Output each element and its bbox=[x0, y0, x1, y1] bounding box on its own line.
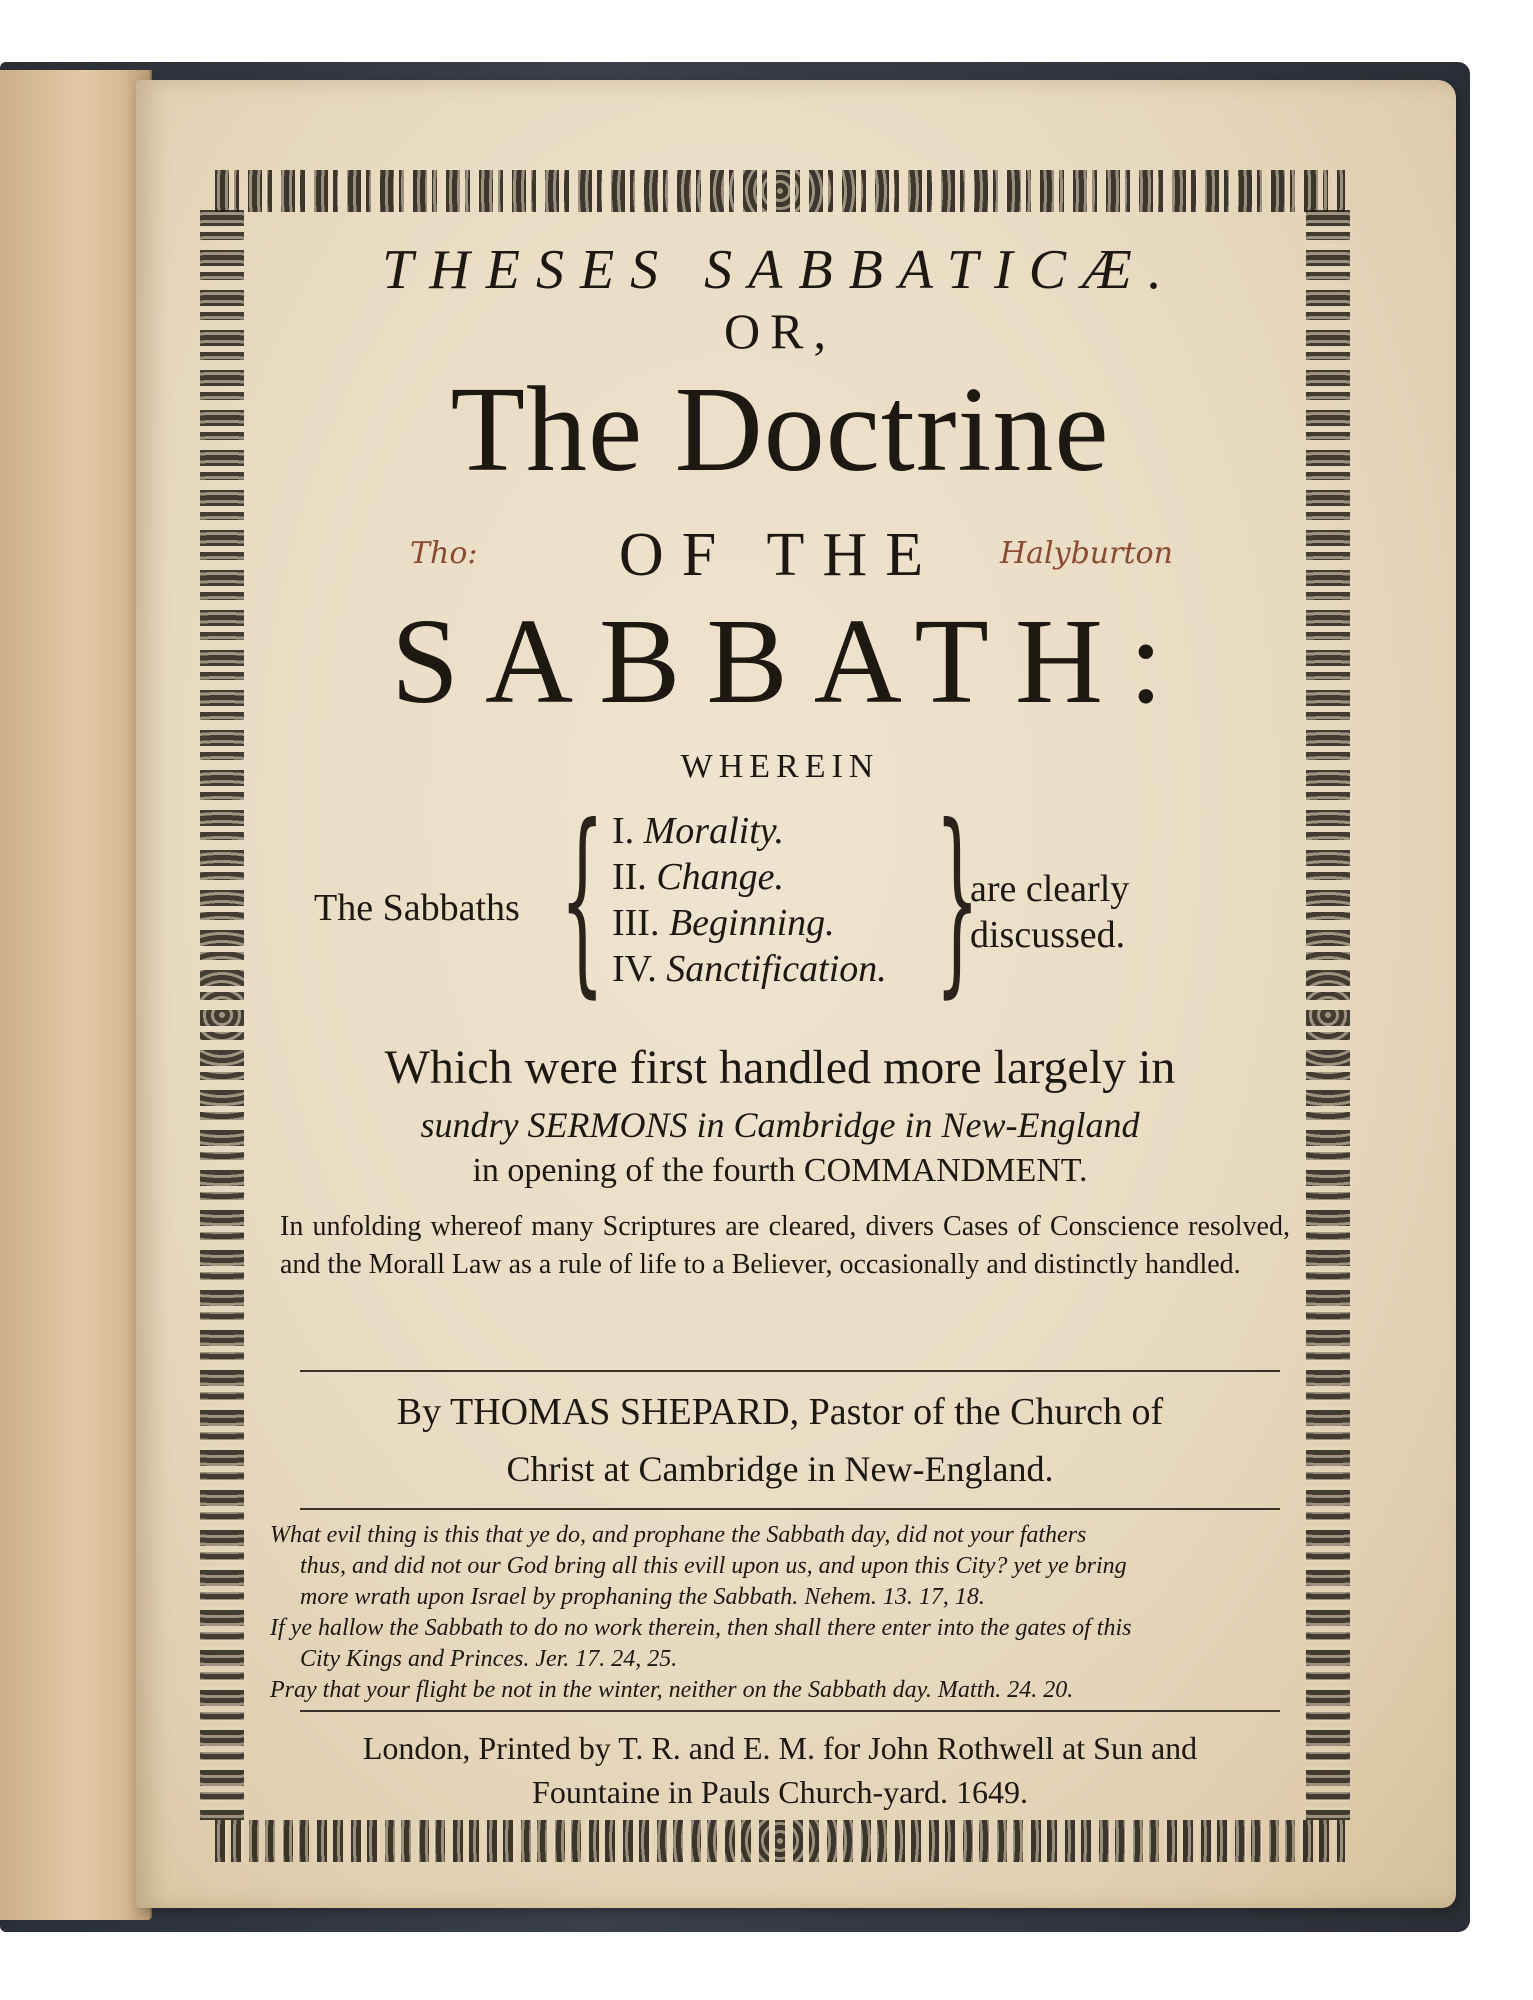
quote-line: What evil thing is this that ye do, and prophane the Sabbath day, did not your fathers bbox=[270, 1522, 1087, 1548]
ornament-border-bottom bbox=[215, 1820, 1345, 1862]
latin-title: THESES SABBATICÆ. bbox=[382, 239, 1178, 301]
right-brace: } bbox=[935, 783, 980, 1016]
quote-line: If ye hallow the Sabbath to do no work therein, then shall there enter into the gates of this bbox=[270, 1615, 1132, 1641]
quote-line: Pray that your flight be not in the winter, neither on the Sabbath day. Matth. 24. 20. bbox=[270, 1677, 1074, 1703]
unfolding-paragraph: In unfolding whereof many Scriptures are cleared, divers Cases of Conscience resolved, and the Morall Law as a rule of life to a Believer, occasionally and distinctly handled. bbox=[280, 1211, 1290, 1280]
list-item: IV. Sanctification. bbox=[612, 948, 887, 990]
discussed-text: are clearly discussed. bbox=[970, 868, 1130, 956]
divider bbox=[300, 1508, 1280, 1510]
handled-line-2: sundry SERMONS in Cambridge in New-England bbox=[420, 1105, 1140, 1145]
quote-line: more wrath upon Israel by prophaning the Sabbath. Nehem. 13. 17, 18. bbox=[300, 1584, 985, 1610]
quote-line: thus, and did not our God bring all this evill upon us, and upon this City? yet ye bring bbox=[300, 1553, 1127, 1579]
or-line: OR, bbox=[724, 303, 836, 359]
quote-line: City Kings and Princes. Jer. 17. 24, 25. bbox=[300, 1646, 678, 1672]
handled-line-3: in opening of the fourth COMMANDMENT. bbox=[472, 1152, 1088, 1189]
main-title: The Doctrine bbox=[450, 362, 1110, 497]
ornament-border-top bbox=[215, 170, 1345, 212]
sabbath-title: SABBATH: bbox=[391, 594, 1189, 729]
left-brace: { bbox=[560, 783, 605, 1016]
divider bbox=[300, 1370, 1280, 1372]
inscription-right: Halyburton bbox=[1000, 536, 1173, 571]
ornament-border-right bbox=[1306, 210, 1350, 1820]
author-line-2: Christ at Cambridge in New-England. bbox=[506, 1449, 1054, 1489]
left-page-edge bbox=[0, 70, 152, 1920]
imprint-line-2: Fountaine in Pauls Church-yard. 1649. bbox=[532, 1774, 1028, 1810]
wherein-line: WHEREIN bbox=[680, 748, 880, 785]
handled-line-1: Which were first handled more largely in bbox=[384, 1041, 1176, 1094]
list-item: II. Change. bbox=[612, 856, 785, 898]
sabbaths-label: The Sabbaths bbox=[314, 887, 520, 929]
scripture-quotes bbox=[270, 1520, 1310, 1706]
of-the-line: OF THE bbox=[618, 521, 942, 589]
imprint-line-1: London, Printed by T. R. and E. M. for John Rothwell at Sun and bbox=[362, 1730, 1198, 1766]
topic-list bbox=[612, 808, 887, 992]
list-item: I. Morality. bbox=[612, 810, 785, 852]
divider bbox=[300, 1710, 1280, 1712]
inscription-left: Tho: bbox=[410, 536, 478, 571]
list-item: III. Beginning. bbox=[612, 902, 835, 944]
author-line-1: By THOMAS SHEPARD, Pastor of the Church of bbox=[396, 1391, 1164, 1433]
ornament-border-left bbox=[200, 210, 244, 1820]
